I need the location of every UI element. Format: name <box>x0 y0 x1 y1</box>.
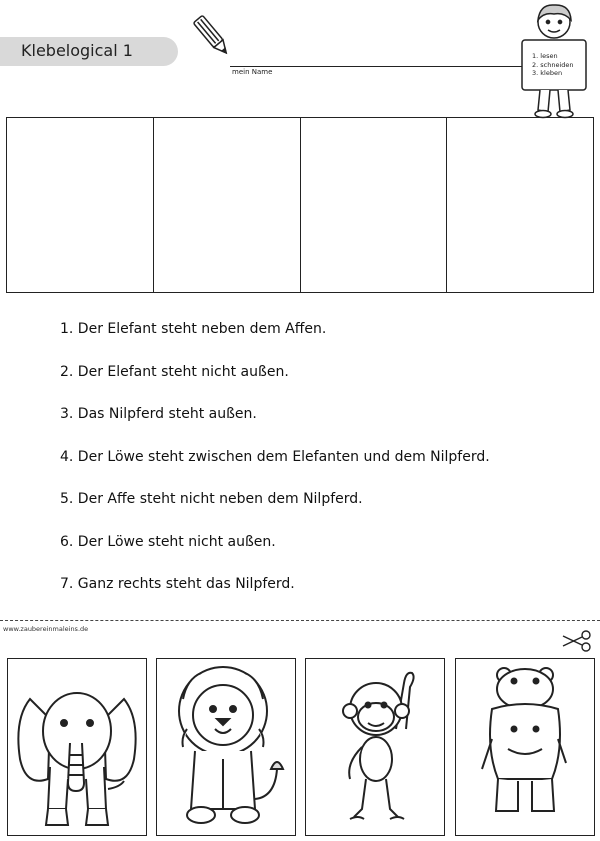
pencil-icon <box>192 12 232 60</box>
clue-item: 4. Der Löwe steht zwischen dem Elefanten und dem Nilpferd. <box>60 448 490 465</box>
steps-sign <box>532 52 574 78</box>
monkey-icon <box>306 659 444 835</box>
page-title: Klebelogical 1 <box>21 41 133 60</box>
answer-box-4[interactable] <box>447 118 593 292</box>
clue-list <box>60 321 490 619</box>
name-line <box>230 66 522 67</box>
title-tab <box>0 37 178 66</box>
hippo-icon <box>456 659 594 835</box>
website-label: www.zaubereinmaleins.de <box>3 625 89 633</box>
cutout-card-hippo[interactable] <box>455 658 595 836</box>
clue-item: 5. Der Affe steht nicht neben dem Nilpferd. <box>60 491 363 507</box>
step-cut: 2. schneiden <box>532 60 574 69</box>
elephant-icon <box>8 659 146 835</box>
answer-box-2[interactable] <box>154 118 301 292</box>
name-label: mein Name <box>232 68 273 76</box>
clue-item: 3. Das Nilpferd steht außen. <box>60 406 257 422</box>
step-read: 1. lesen <box>532 52 558 60</box>
answer-box-1[interactable] <box>7 118 154 292</box>
cutout-card-monkey[interactable] <box>305 658 445 836</box>
answer-grid <box>6 117 594 293</box>
clue-item: 1. Der Elefant steht neben dem Affen. <box>60 321 327 337</box>
clue-item: 7. Ganz rechts steht das Nilpferd. <box>60 576 295 592</box>
lion-icon <box>157 659 295 835</box>
cutout-card-elephant[interactable] <box>7 658 147 836</box>
cut-line <box>0 620 600 621</box>
clue-item: 2. Der Elefant steht nicht außen. <box>60 363 289 380</box>
step-glue: 3. kleben <box>532 69 563 77</box>
cutout-card-lion[interactable] <box>156 658 296 836</box>
answer-box-3[interactable] <box>301 118 448 292</box>
scissors-icon <box>560 630 592 652</box>
clue-item: 6. Der Löwe steht nicht außen. <box>60 533 276 550</box>
